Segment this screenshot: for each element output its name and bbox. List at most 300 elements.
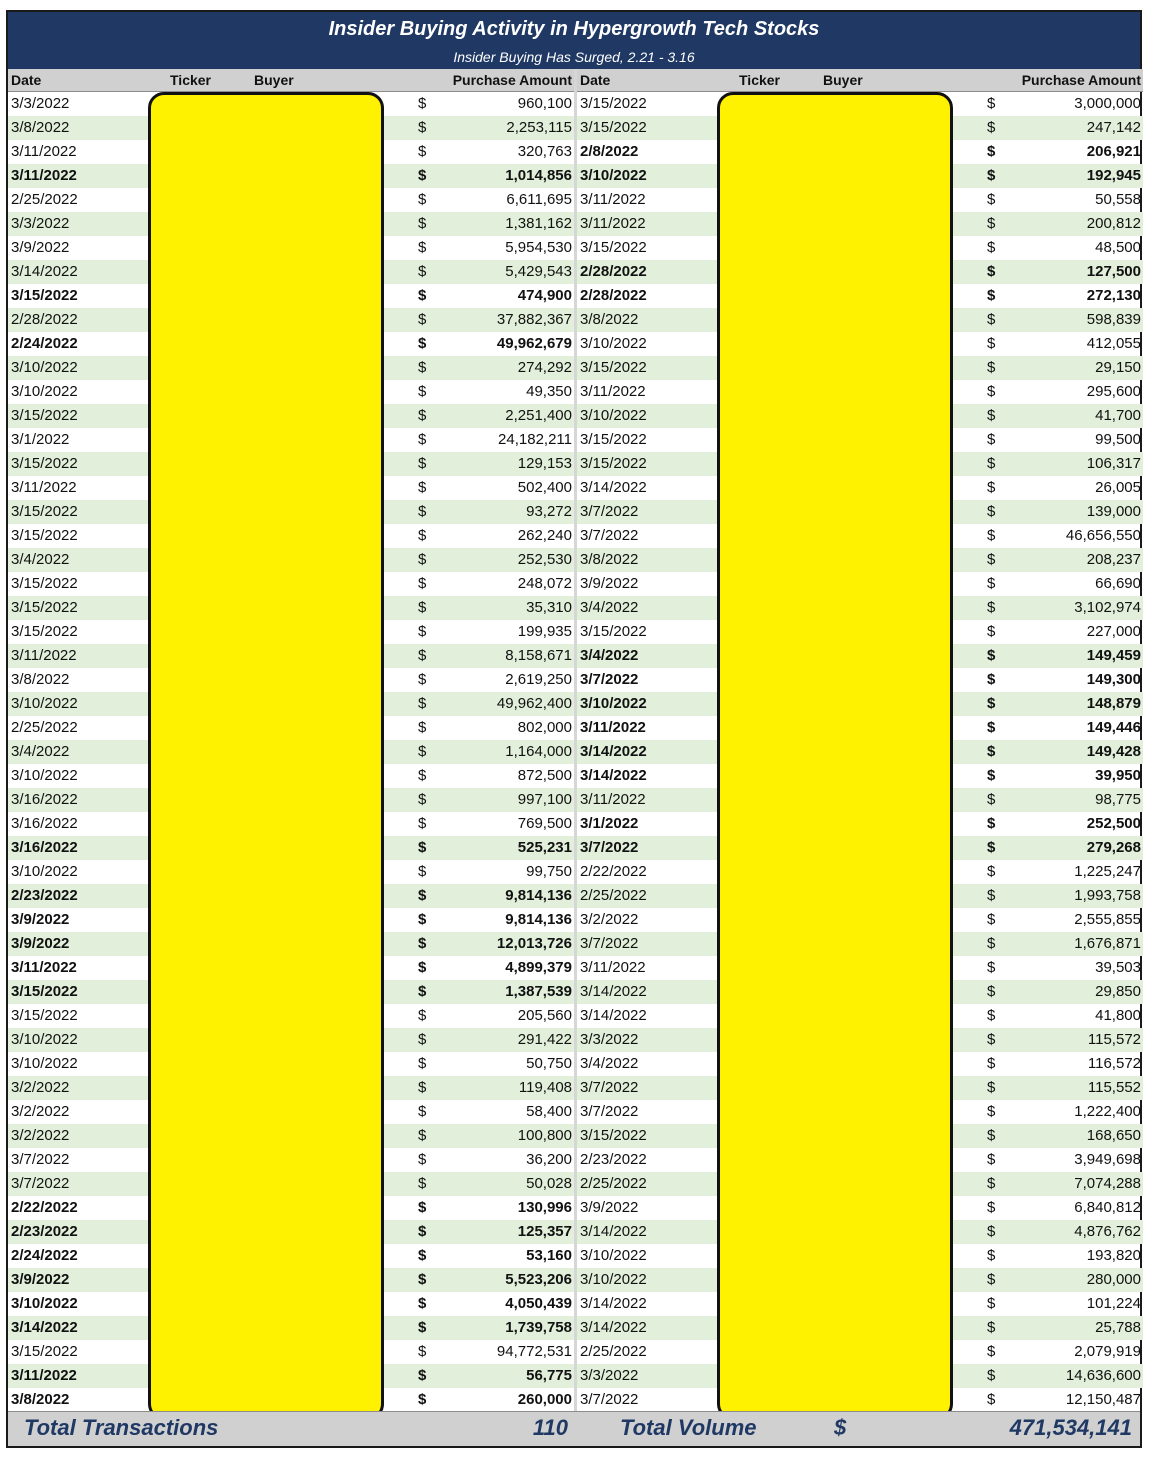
date-cell: 3/15/2022 [580,239,647,256]
currency-symbol: $ [418,95,427,112]
currency-symbol: $ [987,1151,996,1168]
amount-cell: 39,950 [1095,767,1141,784]
currency-symbol: $ [987,911,996,928]
date-cell: 3/4/2022 [580,1055,639,1072]
amount-cell: 99,500 [1095,431,1141,448]
date-cell: 3/15/2022 [11,983,78,1000]
amount-cell: 200,812 [1086,215,1141,232]
date-cell: 3/15/2022 [11,1343,78,1360]
currency-symbol: $ [987,263,996,280]
date-cell: 3/10/2022 [11,383,78,400]
currency-symbol: $ [987,815,996,832]
date-cell: 3/16/2022 [11,815,78,832]
date-cell: 3/3/2022 [11,95,70,112]
amount-cell: 98,775 [1095,791,1141,808]
currency-symbol: $ [418,1343,427,1360]
currency-symbol: $ [418,863,427,880]
amount-cell: 3,949,698 [1074,1151,1141,1168]
date-cell: 3/14/2022 [11,1319,78,1336]
date-cell: 3/11/2022 [11,647,77,664]
currency-symbol: $ [987,983,996,1000]
date-cell: 3/3/2022 [11,215,70,232]
date-cell: 3/8/2022 [11,119,70,136]
amount-cell: 1,387,539 [505,983,572,1000]
amount-cell: 2,555,855 [1074,911,1141,928]
currency-symbol: $ [987,959,996,976]
amount-cell: 50,028 [526,1175,572,1192]
date-cell: 3/10/2022 [580,407,647,424]
currency-symbol: $ [418,791,427,808]
amount-cell: 208,237 [1086,551,1141,568]
date-cell: 3/8/2022 [580,551,639,568]
amount-cell: 802,000 [517,719,572,736]
date-cell: 3/4/2022 [11,743,70,760]
amount-cell: 1,381,162 [505,215,572,232]
currency-symbol: $ [418,671,427,688]
date-cell: 2/28/2022 [580,263,647,280]
date-cell: 3/9/2022 [11,911,70,928]
date-cell: 3/2/2022 [11,1103,70,1120]
amount-cell: 262,240 [517,527,572,544]
amount-cell: 1,739,758 [505,1319,572,1336]
buyer-column-header: Buyer [823,72,863,88]
amount-cell: 2,079,919 [1074,1343,1141,1360]
currency-symbol: $ [987,767,996,784]
date-cell: 3/11/2022 [11,143,77,160]
currency-symbol: $ [418,1151,427,1168]
amount-cell: 248,072 [517,575,572,592]
amount-cell: 252,500 [1086,815,1141,832]
amount-cell: 412,055 [1086,335,1141,352]
currency-symbol: $ [987,287,996,304]
date-cell: 3/7/2022 [580,671,639,688]
amount-cell: 29,150 [1095,359,1141,376]
currency-symbol: $ [987,743,996,760]
amount-cell: 199,935 [517,623,572,640]
currency-symbol: $ [418,935,427,952]
date-cell: 3/15/2022 [580,431,647,448]
amount-cell: 960,100 [517,95,572,112]
amount-cell: 206,921 [1086,143,1141,160]
date-cell: 3/8/2022 [580,311,639,328]
date-cell: 2/28/2022 [580,287,647,304]
currency-symbol: $ [987,431,996,448]
date-cell: 3/4/2022 [580,647,639,664]
currency-symbol: $ [418,1367,427,1384]
currency-symbol: $ [987,455,996,472]
amount-cell: 2,619,250 [505,671,572,688]
date-cell: 3/3/2022 [580,1367,639,1384]
amount-cell: 41,800 [1095,1007,1141,1024]
amount-cell: 46,656,550 [1065,527,1141,544]
title-bar [8,12,1140,69]
date-cell: 2/25/2022 [580,887,647,904]
date-cell: 3/15/2022 [11,407,78,424]
currency-symbol: $ [418,1223,427,1240]
date-cell: 3/9/2022 [11,1271,70,1288]
currency-symbol: $ [418,239,427,256]
currency-symbol: $ [987,119,996,136]
amount-cell: 295,600 [1086,383,1141,400]
amount-cell: 149,300 [1086,671,1141,688]
amount-cell: 192,945 [1086,167,1141,184]
date-cell: 3/11/2022 [11,1367,77,1384]
currency-symbol: $ [418,743,427,760]
currency-symbol: $ [987,527,996,544]
date-cell: 3/15/2022 [580,95,647,112]
date-cell: 3/15/2022 [11,623,78,640]
currency-symbol: $ [987,1103,996,1120]
date-cell: 3/7/2022 [580,1391,639,1408]
date-cell: 2/28/2022 [11,311,78,328]
currency-symbol: $ [418,575,427,592]
currency-symbol: $ [987,407,996,424]
date-cell: 3/11/2022 [580,959,646,976]
amount-cell: 139,000 [1086,503,1141,520]
amount-cell: 24,182,211 [498,431,572,448]
currency-symbol: $ [987,1223,996,1240]
currency-symbol: $ [418,1175,427,1192]
date-cell: 3/14/2022 [580,767,647,784]
total-volume-label: Total Volume [620,1415,757,1440]
date-cell: 2/25/2022 [580,1175,647,1192]
currency-symbol: $ [418,263,427,280]
currency-symbol: $ [987,839,996,856]
amount-cell: 99,750 [526,863,572,880]
date-cell: 3/16/2022 [11,791,78,808]
currency-symbol: $ [987,503,996,520]
amount-cell: 66,690 [1095,575,1141,592]
amount-cell: 474,900 [517,287,572,304]
amount-cell: 1,225,247 [1074,863,1141,880]
currency-symbol: $ [987,719,996,736]
amount-cell: 37,882,367 [496,311,572,328]
date-cell: 2/25/2022 [580,1343,647,1360]
date-cell: 3/11/2022 [580,719,646,736]
spreadsheet [6,10,1142,1448]
currency-symbol: $ [987,191,996,208]
date-cell: 2/24/2022 [11,1247,78,1264]
amount-cell: 127,500 [1086,263,1141,280]
date-cell: 3/15/2022 [11,455,78,472]
amount-cell: 247,142 [1086,119,1141,136]
date-cell: 3/14/2022 [580,983,647,1000]
totals-row [8,1411,1140,1446]
currency-symbol: $ [987,359,996,376]
amount-cell: 12,150,487 [1065,1391,1141,1408]
currency-symbol: $ [418,431,427,448]
amount-cell: 280,000 [1086,1271,1141,1288]
currency-symbol: $ [418,1199,427,1216]
currency-symbol: $ [418,839,427,856]
date-cell: 3/7/2022 [580,1079,639,1096]
amount-cell: 9,814,136 [505,887,572,904]
redaction-box-right [717,92,953,1420]
amount-cell: 502,400 [517,479,572,496]
amount-cell: 5,954,530 [505,239,572,256]
amount-cell: 94,772,531 [496,1343,572,1360]
currency-symbol: $ [418,1031,427,1048]
date-cell: 2/23/2022 [11,887,78,904]
amount-cell: 12,013,726 [496,935,572,952]
left-header-row [8,69,574,92]
currency-symbol: $ [418,1319,427,1336]
amount-cell: 6,611,695 [506,191,572,208]
date-cell: 2/23/2022 [580,1151,647,1168]
page-title: Insider Buying Activity in Hypergrowth Tech Stocks [328,18,820,40]
amount-cell: 4,876,762 [1074,1223,1141,1240]
date-cell: 2/22/2022 [580,863,647,880]
currency-symbol: $ [987,239,996,256]
total-transactions-value: 110 [532,1415,568,1440]
page-subtitle: Insider Buying Has Surged, 2.21 - 3.16 [453,49,695,65]
amount-cell: 36,200 [526,1151,572,1168]
currency-symbol: $ [987,623,996,640]
amount-cell: 279,268 [1086,839,1141,856]
currency-symbol: $ [418,1007,427,1024]
currency-symbol: $ [987,311,996,328]
currency-symbol: $ [418,383,427,400]
amount-cell: 115,552 [1087,1079,1141,1096]
date-cell: 3/10/2022 [11,359,78,376]
date-cell: 3/11/2022 [11,167,77,184]
currency-symbol: $ [418,1127,427,1144]
currency-symbol: $ [418,407,427,424]
amount-cell: 272,130 [1086,287,1141,304]
total-volume-currency: $ [834,1415,847,1440]
date-cell: 3/11/2022 [580,383,646,400]
currency-symbol: $ [418,311,427,328]
date-cell: 3/9/2022 [11,935,70,952]
date-cell: 3/9/2022 [580,1199,639,1216]
currency-symbol: $ [987,143,996,160]
currency-symbol: $ [418,503,427,520]
date-cell: 3/9/2022 [11,239,70,256]
currency-symbol: $ [418,215,427,232]
amount-cell: 4,050,439 [505,1295,572,1312]
amount-cell: 8,158,671 [505,647,572,664]
date-cell: 3/10/2022 [11,695,78,712]
date-cell: 3/7/2022 [580,1103,639,1120]
currency-symbol: $ [418,143,427,160]
date-cell: 3/10/2022 [580,1271,647,1288]
amount-cell: 106,317 [1086,455,1141,472]
date-cell: 3/11/2022 [580,791,646,808]
currency-symbol: $ [987,863,996,880]
date-cell: 3/10/2022 [11,863,78,880]
date-cell: 3/8/2022 [11,1391,70,1408]
date-cell: 2/25/2022 [11,719,78,736]
amount-cell: 3,000,000 [1074,95,1141,112]
amount-cell: 129,153 [517,455,572,472]
currency-symbol: $ [418,1295,427,1312]
currency-symbol: $ [987,1079,996,1096]
currency-symbol: $ [418,599,427,616]
currency-symbol: $ [418,623,427,640]
amount-cell: 205,560 [517,1007,572,1024]
amount-cell: 29,850 [1095,983,1141,1000]
amount-cell: 1,993,758 [1074,887,1141,904]
currency-symbol: $ [987,1007,996,1024]
currency-symbol: $ [987,1175,996,1192]
date-cell: 3/15/2022 [580,455,647,472]
total-volume-value: 471,534,141 [1009,1415,1132,1440]
amount-cell: 149,459 [1086,647,1141,664]
currency-symbol: $ [987,1271,996,1288]
currency-symbol: $ [987,599,996,616]
date-cell: 3/7/2022 [580,527,639,544]
currency-symbol: $ [418,527,427,544]
amount-cell: 25,788 [1095,1319,1141,1336]
currency-symbol: $ [987,383,996,400]
amount-cell: 93,272 [526,503,572,520]
amount-cell: 2,251,400 [505,407,572,424]
date-cell: 3/7/2022 [11,1151,70,1168]
date-cell: 3/1/2022 [11,431,70,448]
currency-symbol: $ [418,959,427,976]
date-cell: 3/10/2022 [11,1031,78,1048]
currency-symbol: $ [987,647,996,664]
amount-cell: 100,800 [517,1127,572,1144]
currency-symbol: $ [418,551,427,568]
date-cell: 3/14/2022 [580,743,647,760]
amount-cell: 598,839 [1086,311,1141,328]
currency-symbol: $ [418,167,427,184]
date-cell: 3/8/2022 [11,671,70,688]
total-transactions-label: Total Transactions [24,1415,219,1440]
amount-cell: 168,650 [1086,1127,1141,1144]
date-cell: 3/14/2022 [580,1319,647,1336]
currency-symbol: $ [987,1343,996,1360]
currency-symbol: $ [418,359,427,376]
date-cell: 3/7/2022 [580,935,639,952]
amount-cell: 119,408 [518,1079,572,1096]
currency-symbol: $ [418,335,427,352]
currency-symbol: $ [987,791,996,808]
date-cell: 3/15/2022 [580,119,647,136]
amount-cell: 49,350 [526,383,572,400]
date-cell: 3/16/2022 [11,839,78,856]
amount-cell: 116,572 [1087,1055,1141,1072]
date-cell: 3/10/2022 [11,1295,78,1312]
date-column-header: Date [580,72,611,88]
currency-symbol: $ [418,119,427,136]
amount-cell: 39,503 [1095,959,1141,976]
date-cell: 3/15/2022 [11,527,78,544]
date-cell: 3/10/2022 [580,1247,647,1264]
date-cell: 3/14/2022 [580,1007,647,1024]
currency-symbol: $ [987,215,996,232]
amount-cell: 1,676,871 [1074,935,1141,952]
currency-symbol: $ [418,887,427,904]
ticker-column-header: Ticker [739,72,780,88]
date-cell: 3/10/2022 [580,335,647,352]
currency-symbol: $ [418,479,427,496]
currency-symbol: $ [987,335,996,352]
amount-cell: 58,400 [526,1103,572,1120]
amount-cell: 6,840,812 [1074,1199,1141,1216]
amount-cell: 1,164,000 [505,743,572,760]
date-cell: 3/10/2022 [11,1055,78,1072]
date-cell: 3/10/2022 [11,767,78,784]
amount-cell: 7,074,288 [1074,1175,1141,1192]
date-cell: 3/15/2022 [11,503,78,520]
amount-cell: 49,962,679 [496,335,572,352]
amount-cell: 260,000 [517,1391,572,1408]
currency-symbol: $ [987,1367,996,1384]
date-column-header: Date [11,72,42,88]
redaction-box-left [148,92,384,1420]
ticker-column-header: Ticker [170,72,211,88]
currency-symbol: $ [987,935,996,952]
amount-cell: 26,005 [1095,479,1141,496]
amount-cell: 997,100 [517,791,572,808]
date-cell: 3/15/2022 [11,575,78,592]
date-cell: 3/2/2022 [11,1127,70,1144]
amount-cell: 115,572 [1087,1031,1141,1048]
amount-cell: 125,357 [517,1223,572,1240]
currency-symbol: $ [987,479,996,496]
date-cell: 3/15/2022 [11,1007,78,1024]
date-cell: 3/15/2022 [580,623,647,640]
amount-cell: 50,750 [526,1055,572,1072]
date-cell: 3/2/2022 [11,1079,70,1096]
currency-symbol: $ [418,983,427,1000]
date-cell: 3/4/2022 [580,599,639,616]
date-cell: 3/9/2022 [580,575,639,592]
date-cell: 3/7/2022 [580,503,639,520]
amount-cell: 3,102,974 [1074,599,1141,616]
amount-cell: 48,500 [1095,239,1141,256]
currency-symbol: $ [418,767,427,784]
amount-cell: 5,429,543 [505,263,572,280]
date-cell: 3/7/2022 [580,839,639,856]
date-cell: 3/11/2022 [580,191,646,208]
currency-symbol: $ [418,1055,427,1072]
currency-symbol: $ [987,1199,996,1216]
currency-symbol: $ [987,671,996,688]
date-cell: 3/14/2022 [11,263,78,280]
amount-cell: 14,636,600 [1065,1367,1141,1384]
buyer-column-header: Buyer [254,72,294,88]
amount-cell: 5,523,206 [505,1271,572,1288]
amount-cell: 1,222,400 [1074,1103,1141,1120]
date-cell: 2/22/2022 [11,1199,78,1216]
currency-symbol: $ [987,1127,996,1144]
currency-symbol: $ [418,191,427,208]
amount-cell: 130,996 [517,1199,572,1216]
date-cell: 3/11/2022 [11,959,77,976]
currency-symbol: $ [418,719,427,736]
amount-cell: 4,899,379 [505,959,572,976]
currency-symbol: $ [987,167,996,184]
amount-cell: 1,014,856 [505,167,572,184]
amount-cell: 148,879 [1086,695,1141,712]
currency-symbol: $ [987,1319,996,1336]
date-cell: 3/3/2022 [580,1031,639,1048]
amount-cell: 56,775 [526,1367,572,1384]
currency-symbol: $ [987,575,996,592]
amount-cell: 193,820 [1086,1247,1141,1264]
currency-symbol: $ [987,551,996,568]
amount-column-header: Purchase Amount [452,72,572,88]
date-cell: 3/15/2022 [11,287,78,304]
currency-symbol: $ [418,455,427,472]
amount-column-header: Purchase Amount [1021,72,1141,88]
amount-cell: 149,446 [1086,719,1141,736]
currency-symbol: $ [418,1079,427,1096]
date-cell: 3/7/2022 [11,1175,70,1192]
